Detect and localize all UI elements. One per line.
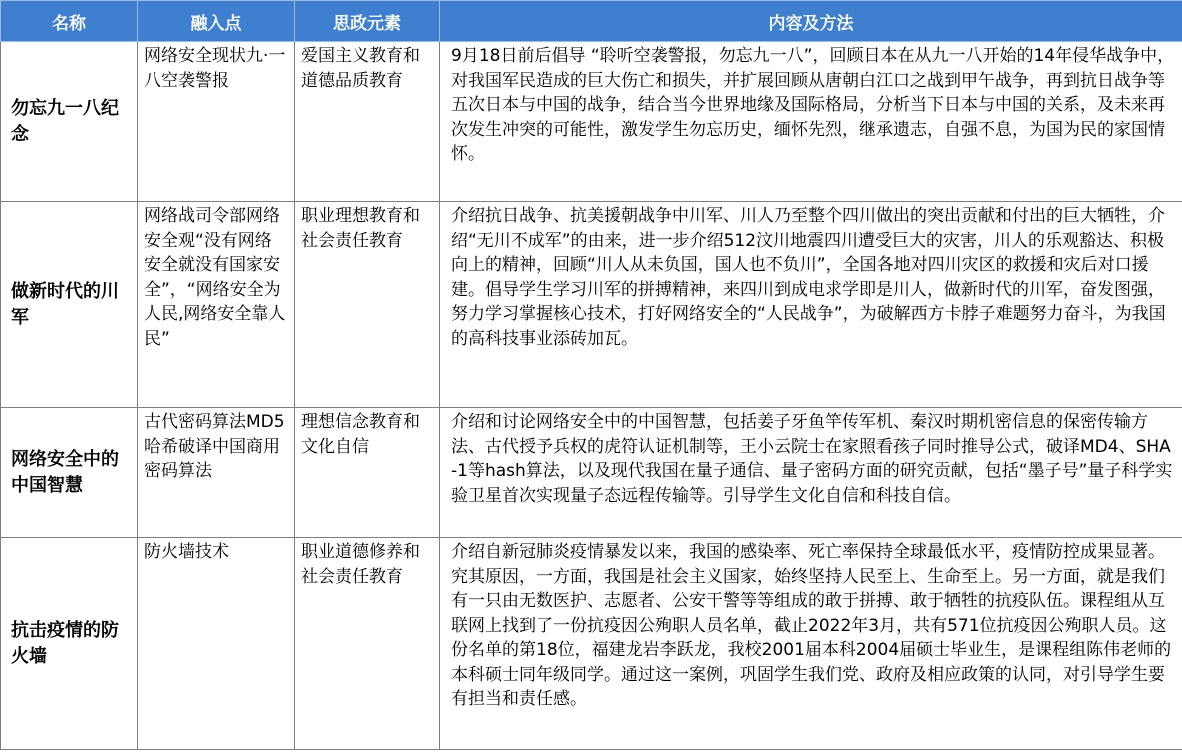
row-point: 网络战司令部网络安全观“没有网络安全就没有国家安全”，“网络安全为人民,网络安全靠人民” xyxy=(138,202,295,408)
table-row xyxy=(1,202,1182,408)
row-content: 介绍自新冠肺炎疫情暴发以来，我国的感染率、死亡率保持全球最低水平，疫情防控成果显著。究其原因，一方面，我国是社会主义国家，始终坚持人民至上、生命至上。另一方面，就是我们有一只由无数医护、志愿者、公安干警等等组成的敢于拼搏、敢于牺牲的抗疫队伍。课程组从互联网上找到了一份抗疫因公殉职人员名单，截止2022年3月，共有571位抗疫因公殉职人员。这份名单的第18位，福建龙岩李跃龙，我校2001届本科2004届硕士毕业生，是课程组陈伟老师的本科硕士同年级同学。通过这一案例，巩固学生我们党、政府及相应政策的认同，对引导学生要有担当和责任感。 xyxy=(440,538,1182,750)
row-point: 网络安全现状九·一八空袭警报 xyxy=(138,42,295,202)
row-element: 职业理想教育和社会责任教育 xyxy=(295,202,440,408)
table-row xyxy=(1,42,1182,202)
row-content: 介绍和讨论网络安全中的中国智慧，包括姜子牙鱼竿传军机、秦汉时期机密信息的保密传输方法、古代授予兵权的虎符认证机制等，王小云院士在家照看孩子同时推导公式，破译MD4、SHA-1等hash算法，以及现代我国在量子通信、量子密码方面的研究贡献，包括“墨子号”量子科学实验卫星首次实现量子态远程传输等。引导学生文化自信和科技自信。 xyxy=(440,408,1182,538)
table-row xyxy=(1,538,1182,750)
row-name: 勿忘九一八纪念 xyxy=(1,42,138,202)
row-content: 9月18日前后倡导 “聆听空袭警报，勿忘九一八”，回顾日本在从九一八开始的14年侵华战争中，对我国军民造成的巨大伤亡和损失，并扩展回顾从唐朝白江口之战到甲午战争，再到抗日战争等五次日本与中国的战争，结合当今世界地缘及国际格局，分析当下日本与中国的关系，及未来再次发生冲突的可能性，激发学生勿忘历史，缅怀先烈，继承遗志，自强不息，为国为民的家国情怀。 xyxy=(440,42,1182,202)
header-point: 融入点 xyxy=(138,1,295,42)
row-element: 爱国主义教育和道德品质教育 xyxy=(295,42,440,202)
row-name: 抗击疫情的防火墙 xyxy=(1,538,138,750)
table-row xyxy=(1,408,1182,538)
row-name: 做新时代的川军 xyxy=(1,202,138,408)
header-name: 名称 xyxy=(1,1,138,42)
row-name: 网络安全中的中国智慧 xyxy=(1,408,138,538)
header-row xyxy=(1,1,1182,42)
header-content: 内容及方法 xyxy=(440,1,1182,42)
row-element: 职业道德修养和社会责任教育 xyxy=(295,538,440,750)
row-element: 理想信念教育和文化自信 xyxy=(295,408,440,538)
header-element: 思政元素 xyxy=(295,1,440,42)
row-point: 防火墙技术 xyxy=(138,538,295,750)
row-point: 古代密码算法MD5哈希破译中国商用密码算法 xyxy=(138,408,295,538)
row-content: 介绍抗日战争、抗美援朝战争中川军、川人乃至整个四川做出的突出贡献和付出的巨大牺牲，介绍“无川不成军”的由来，进一步介绍512汶川地震四川遭受巨大的灾害，川人的乐观豁达、积极向上的精神，回顾“川人从未负国，国人也不负川”，全国各地对四川灾区的救援和灾后对口援建。倡导学生学习川军的拼搏精神，来四川到成电求学即是川人，做新时代的川军，奋发图强，努力学习掌握核心技术，打好网络安全的“人民战争”，为破解西方卡脖子难题努力奋斗，为我国的高科技事业添砖加瓦。 xyxy=(440,202,1182,408)
